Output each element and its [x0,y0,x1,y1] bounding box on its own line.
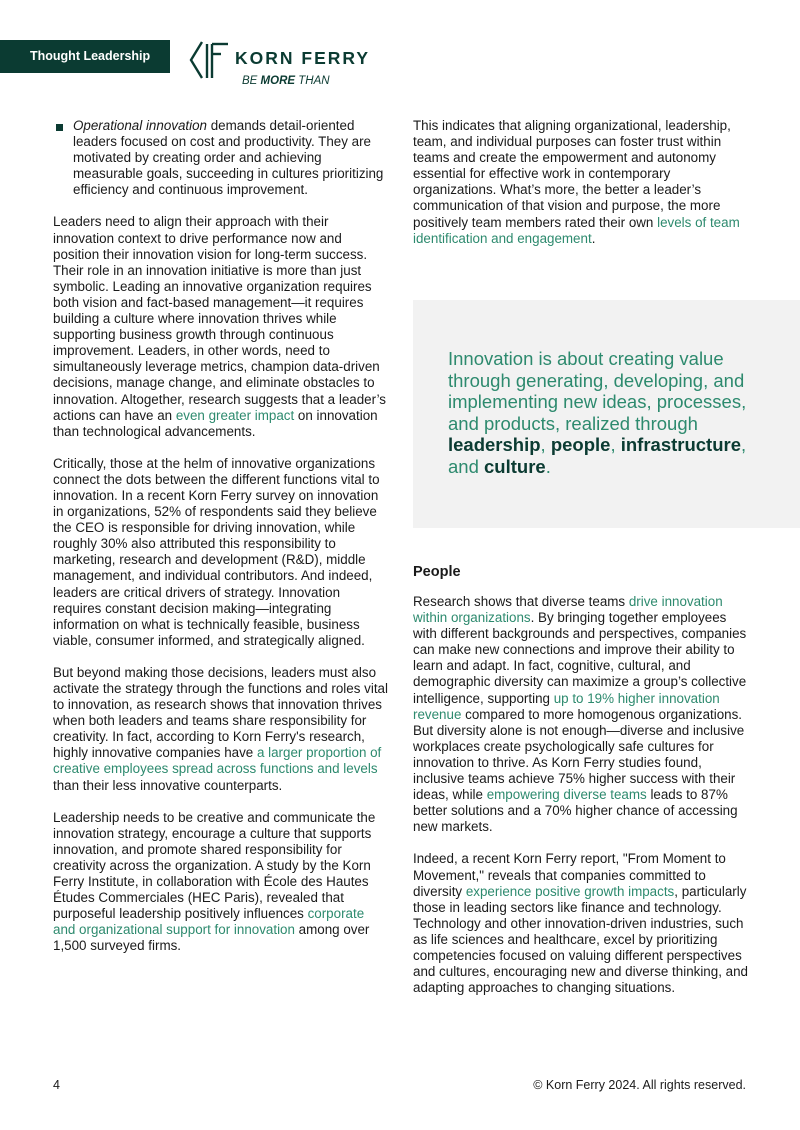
paragraph: Indeed, a recent Korn Ferry report, "From Moment to Movement," reveals that companies committed to diversity experience positive growth impacts, particularly those in leading sectors like finance and technology. Technology and other innovation-driven industries, such as life sciences and healthcare, excel by prioritizing competencies focused on valuing different perspectives and cultures, encouraging new and diverse thinking, and adapting approaches to changing situations. [413,851,748,996]
bullet-item-operational-innovation [53,118,388,198]
bullet-text: demands detail-oriented leaders focused on cost and productivity. They are motivated by creating order and achieving measurable goals, succeeding in cultures prioritizing efficiency and continuous improvement. [73,118,384,198]
section-tag: Thought Leadership [0,40,170,73]
link-even-greater-impact[interactable]: even greater impact [175,407,295,423]
paragraph: Research shows that diverse teams drive innovation within organizations. By bringing together employees with different backgrounds and perspectives, companies can make new connections and improve their ability to learn and adapt. In fact, cognitive, cultural, and demographic diversity can maximize a group’s collective intelligence, supporting up to 19% higher innovation revenue compared to more homogenous organizations. But diversity alone is not enough—diverse and inclusive workplaces create psychologically safe cultures for innovation to thrive. As Korn Ferry studies found, inclusive teams achieve 75% higher success with their ideas, while empowering diverse teams leads to 87% better solutions and a 70% higher chance of accessing new markets. [413,594,747,835]
paragraph: Leaders need to align their approach with their innovation context to drive performance now and position their innovation vision for long-term success. Their role in an innovation initiative is more than just symbolic. Leading an innovative organization requires both vision and fact-based management—it requires building a culture where innovation thrives while supporting business growth through continuous improvement. Leaders, in other words, need to simultaneously leverage metrics, champion data-driven decisions, manage change, and eliminate obstacles to innovation. Altogether, research suggests that a leader’s actions can have an even greater impact on innovation than technological advancements. [53,214,386,439]
left-column [53,118,388,971]
link-drive-innovation[interactable]: drive innovation within organizations [413,594,723,626]
right-column-bottom [413,594,751,1012]
pull-quote-text: Innovation is about creating value through generating, developing, and implementing new ideas, processes, and products, realized through leadership, people, infrastructure, and culture. [448,348,747,477]
link-team-identification[interactable]: levels of team identification and engagement [413,214,740,246]
paragraph: This indicates that aligning organizational, leadership, team, and individual purposes can foster trust within teams and create the empowerment and autonomy essential for effective work in contemporary organizations. What’s more, the better a leader’s communication of that vision and purpose, the more positively team members rated their own levels of team identification and engagement. [413,118,740,246]
link-positive-growth-impacts[interactable]: experience positive growth impacts [465,883,675,899]
link-organizational-support[interactable]: corporate and organizational support for innovation [53,906,365,938]
link-creative-employees[interactable]: a larger proportion of creative employees spread across functions and levels [53,745,382,777]
brand-tagline: BE MORE THAN [242,75,330,87]
copyright-notice: © Korn Ferry 2024. All rights reserved. [533,1078,746,1092]
bullet-term: Operational innovation [73,118,207,133]
section-heading-people: People [413,564,461,580]
link-empowering-diverse-teams[interactable]: empowering diverse teams [486,787,647,803]
paragraph: Leadership needs to be creative and communicate the innovation strategy, encourage a culture that supports innovation, and promote shared responsibility for creativity across the organization. A study by the Korn Ferry Institute, in collaboration with École des Hautes Études Commerciales (HEC Paris), revealed that purposeful leadership positively influences corporate and organizational support for innovation among over 1,500 surveyed firms. [53,809,376,954]
paragraph: But beyond making those decisions, leaders must also activate the strategy through the functions and roles vital to innovation, as research shows that innovation thrives when both leaders and teams share responsibility for creativity. In fact, according to Korn Ferry's research, highly innovative companies have a larger proportion of creative employees spread across functions and levels than their less innovative counterparts. [53,664,388,793]
right-column-top [413,118,751,263]
link-innovation-revenue[interactable]: up to 19% higher innovation revenue [413,690,720,722]
korn-ferry-logo [188,40,388,92]
brand-name: KORN FERRY [235,48,371,68]
page-number: 4 [53,1078,60,1092]
korn-ferry-logo-icon [188,40,232,80]
paragraph: Critically, those at the helm of innovative organizations connect the dots between the different functions vital to innovation. In a recent Korn Ferry survey on innovation in organizations, 52% of respondents said they believe the CEO is responsible for driving innovation, while roughly 30% also attributed this responsibility to marketing, research and development (R&D), middle management, and individual contributors. And indeed, leaders are critical drivers of strategy. Innovation requires constant decision making—integrating information on what is technically feasible, business viable, consumer informed, and strategically aligned. [53,455,380,648]
square-bullet-icon [56,124,63,131]
pull-quote-box [413,300,800,528]
